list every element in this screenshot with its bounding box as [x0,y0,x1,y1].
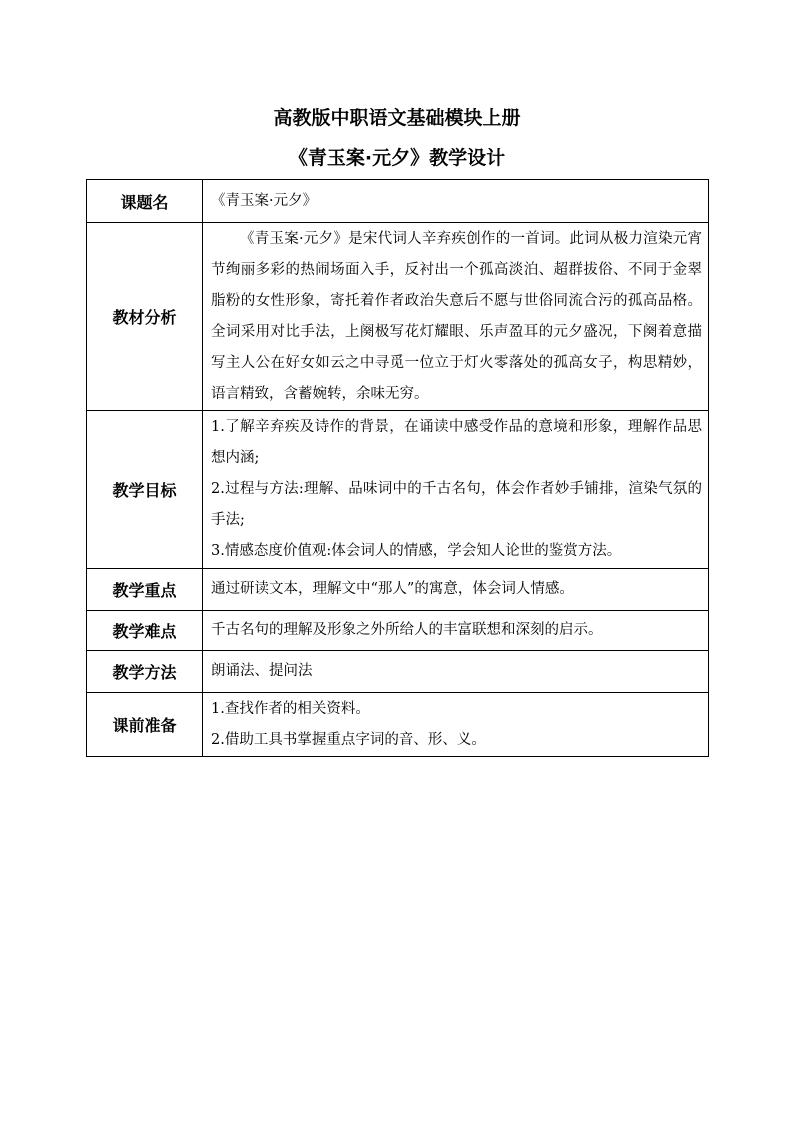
label-focus: 教学重点 [87,569,203,611]
prep-item-1: 1.查找作者的相关资料。 [211,700,370,717]
row-topic [87,180,709,223]
content-method: 朗诵法、提问法 [203,651,709,693]
label-method: 教学方法 [87,651,203,693]
content-focus: 通过研读文本，理解文中“那人”的寓意，体会词人情感。 [203,569,709,611]
label-preparation: 课前准备 [87,693,203,757]
content-analysis-cell [203,223,709,411]
row-difficulty [87,611,709,651]
lesson-plan-table [86,179,709,757]
content-preparation-cell [203,693,709,757]
goal-item-3: 3.情感态度价值观:体会词人的情感，学会知人论世的鉴赏方法。 [211,543,622,559]
content-topic: 《青玉案·元夕》 [203,180,709,223]
analysis-paragraph: 《青玉案·元夕》是宋代词人辛弃疾创作的一首词。此词从极力渲染元宵节绚丽多彩的热闹场面入手，反衬出一个孤高淡泊、超群拔俗、不同于金翠脂粉的女性形象，寄托着作者政治失意后不愿与世俗同流合污的孤高品格。全词采用对比手法，上阕极写花灯耀眼、乐声盈耳的元夕盛况，下阕着意描写主人公在好女如云之中寻觅一位立于灯火零落处的孤高女子，构思精妙，语言精致，含蓄婉转，余味无穷。 [211,230,702,402]
label-analysis: 教材分析 [87,223,203,411]
row-goals [87,411,709,569]
row-method [87,651,709,693]
document-title: 高教版中职语文基础模块上册 [273,107,521,129]
content-difficulty: 千古名句的理解及形象之外所给人的丰富联想和深刻的启示。 [203,611,709,651]
row-focus [87,569,709,611]
label-difficulty: 教学难点 [87,611,203,651]
content-goals-cell [203,411,709,569]
row-analysis [87,223,709,411]
document-subtitle: 《青玉案·元夕》教学设计 [288,147,506,169]
label-goals: 教学目标 [87,411,203,569]
row-preparation [87,693,709,757]
label-topic: 课题名 [87,180,203,223]
goal-item-1: 1.了解辛弃疾及诗作的背景，在诵读中感受作品的意境和形象，理解作品思想内涵; [211,419,702,466]
goal-item-2: 2.过程与方法:理解、品味词中的千古名句，体会作者妙手铺排，渲染气氛的手法; [211,481,702,528]
prep-item-2: 2.借助工具书掌握重点字词的音、形、义。 [211,731,486,748]
